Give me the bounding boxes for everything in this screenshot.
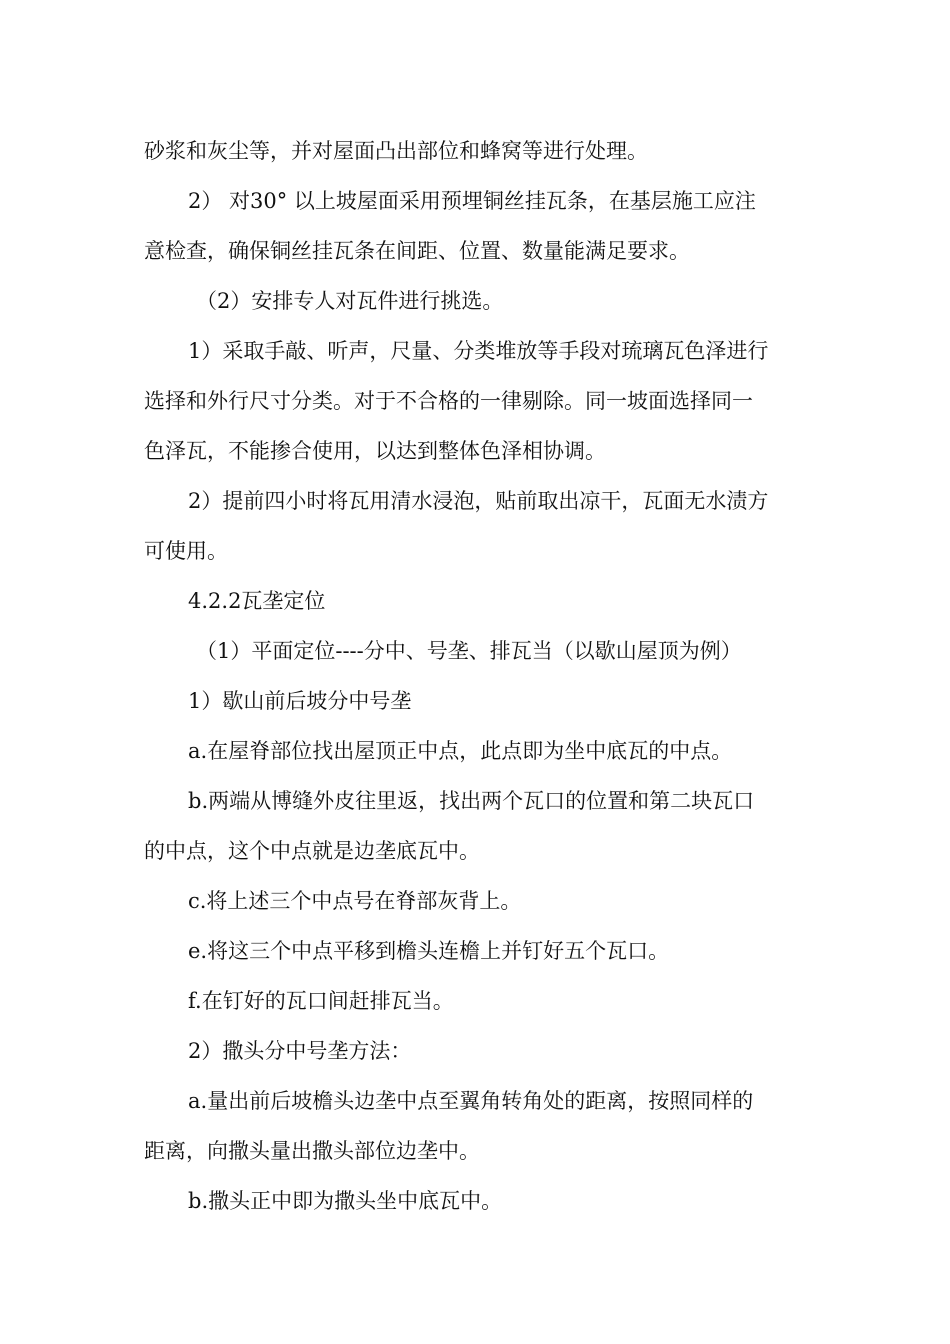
- paragraph-line: 的中点，这个中点就是边垄底瓦中。: [144, 839, 480, 863]
- section-heading: （2）安排专人对瓦件进行挑选。: [196, 289, 504, 313]
- paragraph-line: a.量出前后坡檐头边垄中点至翼角转角处的距离，按照同样的: [188, 1089, 754, 1113]
- paragraph-line: a.在屋脊部位找出屋顶正中点，此点即为坐中底瓦的中点。: [188, 739, 733, 763]
- paragraph-line: 意检查，确保铜丝挂瓦条在间距、位置、数量能满足要求。: [144, 239, 690, 263]
- paragraph-line: 1）歇山前后坡分中号垄: [188, 689, 412, 713]
- paragraph-line: 2）撒头分中号垄方法：: [188, 1039, 412, 1063]
- paragraph-line: 可使用。: [144, 539, 228, 563]
- paragraph-line: 1）采取手敲、听声，尺量、分类堆放等手段对琉璃瓦色泽进行: [188, 339, 769, 363]
- paragraph-line: 砂浆和灰尘等，并对屋面凸出部位和蜂窝等进行处理。: [144, 139, 648, 163]
- section-heading: （1）平面定位----分中、号垄、排瓦当（以歇山屋顶为例）: [196, 639, 742, 663]
- paragraph-line: b.撒头正中即为撒头坐中底瓦中。: [188, 1189, 503, 1213]
- section-heading: 4.2.2瓦垄定位: [188, 589, 326, 613]
- paragraph-line: 选择和外行尺寸分类。对于不合格的一律剔除。同一坡面选择同一: [144, 389, 753, 413]
- paragraph-line: b.两端从博缝外皮往里返，找出两个瓦口的位置和第二块瓦口: [188, 789, 755, 813]
- paragraph-line: 色泽瓦，不能掺合使用，以达到整体色泽相协调。: [144, 439, 606, 463]
- paragraph-line: e.将这三个中点平移到檐头连檐上并钉好五个瓦口。: [188, 939, 670, 963]
- paragraph-line: 2）提前四小时将瓦用清水浸泡，贴前取出凉干，瓦面无水渍方: [188, 489, 769, 513]
- paragraph-line: f.在钉好的瓦口间赶排瓦当。: [188, 989, 454, 1013]
- paragraph-line: 2） 对30° 以上坡屋面采用预埋铜丝挂瓦条，在基层施工应注: [188, 189, 756, 213]
- paragraph-line: c.将上述三个中点号在脊部灰背上。: [188, 889, 522, 913]
- paragraph-line: 距离，向撒头量出撒头部位边垄中。: [144, 1139, 480, 1163]
